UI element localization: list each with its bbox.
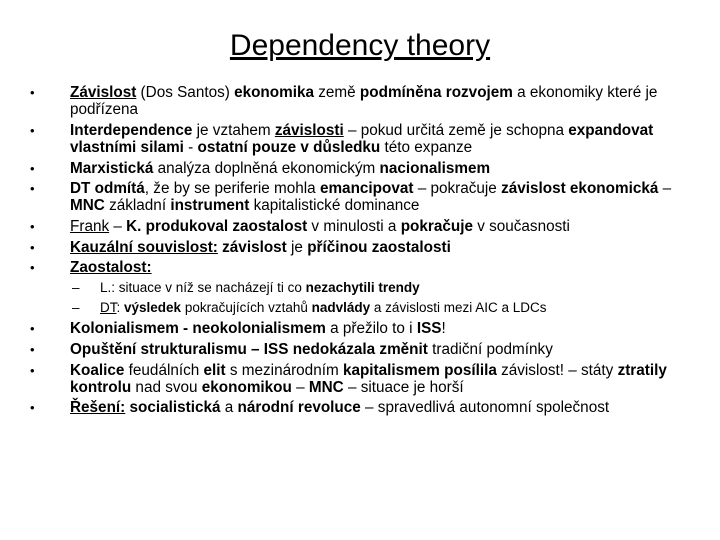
text-segment: je vztahem [192,121,275,139]
bullet-item [30,122,690,156]
sub-bullet-item [30,280,690,296]
text-segment: kapitalistické dominance [249,197,420,215]
text-segment: pokračuje [400,217,473,235]
text-segment: K. produkoval zaostalost [126,217,308,235]
text-segment: MNC [308,378,344,396]
bullet-item [30,320,690,337]
text-segment: (Dos Santos) [136,84,235,101]
text-segment: Marxistická [70,159,154,177]
bullet-item [30,84,690,118]
text-segment: ostatní pouze v důsledku [197,139,381,156]
bullet-icon: • [30,218,35,234]
text-segment: emancipovat [319,180,414,198]
text-segment: – [291,378,309,396]
bullet-icon: • [30,341,35,357]
text-segment: nad svou [131,378,202,396]
text-segment: národní revoluce [237,399,361,417]
text-segment: Závislost [70,84,137,101]
text-segment: socialistická [129,399,221,417]
bullet-icon: • [30,362,35,378]
text-segment: ISS [416,320,442,338]
text-segment: a přežilo to i [325,320,417,338]
bullet-item [30,218,690,235]
text-segment: závislost [222,238,287,256]
bullet-icon: • [30,260,35,276]
text-segment: základní [104,197,171,215]
text-segment: – situace je horší [343,378,464,396]
text-segment: a závislosti mezi AIC a LDCs [370,300,547,316]
bullet-item [30,362,690,396]
text-segment: je [286,238,308,256]
text-segment: závislosti [274,121,344,139]
bullet-item [30,259,690,276]
text-segment: – pokračuje [413,180,502,198]
sub-bullet-item [30,300,690,316]
text-segment: podmíněna rozvojem [359,84,513,101]
text-segment: nacionalismem [379,159,491,177]
text-segment: Interdependence [70,121,193,139]
text-segment: – spravedlivá autonomní společnost [360,399,610,417]
text-segment: pokračujících vztahů [181,300,312,316]
text-segment: DT [100,300,117,316]
text-segment: ekonomikou [201,378,292,396]
text-segment: závislost! – státy [496,361,618,379]
text-segment: a [220,399,238,417]
text-segment: v minulosti a [307,217,401,235]
bullet-item [30,180,690,214]
text-segment: Zaostalost: [70,259,152,277]
text-segment: ekonomika [234,84,314,101]
text-segment: feudálních [124,361,204,379]
text-segment: nezachytili trendy [305,280,420,296]
text-segment: Opuštění strukturalismu – ISS nedokázala změnit [70,340,428,358]
bullet-icon: • [30,85,35,100]
bullet-item [30,160,690,177]
text-segment: DT odmítá [70,180,145,198]
text-segment: Koalice [70,361,125,379]
text-segment: Kolonialismem - neokolonialismem [70,320,326,338]
text-segment: výsledek [124,300,182,316]
bullet-icon: • [30,400,35,416]
text-segment: ! [441,320,446,338]
text-segment: expandovat vlastními silami [70,121,654,156]
bullet-icon: • [30,122,35,138]
bullet-icon: • [30,160,35,176]
dash-icon: – [72,300,80,316]
text-segment: – [658,180,672,198]
text-segment: závislost ekonomická [501,180,659,198]
text-segment: kapitalismem posílila [342,361,497,379]
text-segment: - [183,139,198,156]
text-segment: L.: situace v níž se nacházejí ti co [100,280,306,296]
text-segment: – pokud určitá země je schopna [343,121,569,139]
text-segment: příčinou zaostalosti [307,238,451,256]
text-segment: Řešení: [70,399,126,417]
bullet-item [30,341,690,358]
dash-icon: – [72,280,80,296]
bullet-list [30,84,690,420]
bullet-item [30,399,690,416]
slide-title: Dependency theory [229,29,491,62]
text-segment: Kauzální souvislost: [70,238,218,256]
bullet-item [30,239,690,256]
text-segment: země [314,84,360,101]
text-segment: MNC [70,197,105,215]
text-segment: Frank [70,217,110,235]
text-segment: tradiční podmínky [427,340,553,358]
bullet-icon: • [30,181,35,197]
text-segment: a ekonomiky které je podřízena [70,84,658,119]
text-segment: – [109,217,127,235]
text-segment: s mezinárodním [225,361,343,379]
text-segment: , že by se periferie mohla [144,180,320,198]
text-segment: elit [203,361,226,379]
text-segment: této expanze [380,139,473,156]
text-segment: instrument [170,197,250,215]
text-segment: nadvlády [311,300,371,316]
bullet-icon: • [30,321,35,337]
text-segment: analýza doplněná ekonomickým [153,159,380,177]
text-segment: : [116,300,125,316]
text-segment: ztratily kontrolu [70,361,667,396]
text-segment: v současnosti [472,217,570,235]
bullet-icon: • [30,239,35,255]
